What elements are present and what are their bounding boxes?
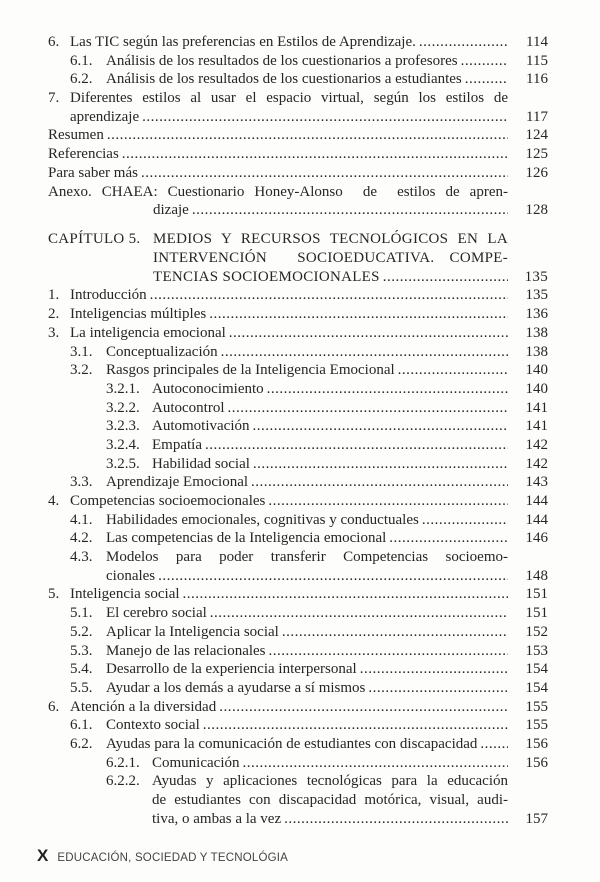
entry-title: Anexo. CHAEA: Cuestionario Honey-Alonso de estilos de apren- bbox=[48, 183, 508, 200]
entry-title: Empatía bbox=[152, 436, 202, 453]
toc-entry[interactable] bbox=[0, 604, 600, 623]
entry-number: 5.3. bbox=[70, 642, 93, 659]
page-number: 124 bbox=[525, 127, 548, 144]
entry-title: cionales bbox=[106, 567, 156, 584]
toc-entry[interactable] bbox=[0, 772, 600, 828]
entry-title: Referencias bbox=[48, 146, 119, 163]
dot-leader bbox=[209, 305, 508, 324]
toc-line bbox=[0, 417, 600, 436]
toc-line bbox=[0, 698, 600, 717]
entry-number: 5. bbox=[48, 586, 60, 603]
page-number: 115 bbox=[526, 52, 548, 69]
entry-title: dizaje bbox=[153, 202, 189, 219]
toc-line bbox=[0, 268, 600, 287]
toc-line bbox=[0, 33, 600, 52]
page-number: 141 bbox=[525, 418, 548, 435]
toc-entry[interactable] bbox=[0, 89, 600, 126]
toc-line bbox=[0, 399, 600, 418]
toc-line bbox=[0, 567, 600, 586]
dot-leader bbox=[389, 529, 508, 548]
page-number: 151 bbox=[525, 586, 548, 603]
dot-leader bbox=[229, 324, 508, 343]
toc-line bbox=[0, 324, 600, 343]
toc-entry[interactable] bbox=[0, 361, 600, 380]
page-number: 156 bbox=[525, 754, 548, 771]
toc-entry[interactable] bbox=[0, 380, 600, 399]
toc-line bbox=[0, 380, 600, 399]
dot-leader bbox=[465, 70, 508, 89]
dot-leader bbox=[267, 380, 508, 399]
toc-entry[interactable] bbox=[0, 52, 600, 71]
page-number: 143 bbox=[525, 474, 548, 491]
entry-title: TENCIAS SOCIOEMOCIONALES bbox=[153, 268, 380, 285]
page-number: 148 bbox=[525, 567, 548, 584]
dot-leader bbox=[461, 52, 508, 71]
toc-entry[interactable] bbox=[0, 754, 600, 773]
toc-line bbox=[0, 164, 600, 183]
entry-title: INTERVENCIÓN SOCIOEDUCATIVA. COMPE- bbox=[153, 250, 508, 267]
page-number-roman: X bbox=[37, 846, 49, 865]
entry-title: Aprendizaje Emocional bbox=[106, 474, 249, 491]
entry-number: 3.2.4. bbox=[106, 436, 140, 453]
page-number: 156 bbox=[525, 735, 548, 752]
dot-leader bbox=[192, 201, 508, 220]
entry-title: Rasgos principales de la Inteligencia Emocional bbox=[106, 362, 395, 379]
entry-title: Ayudas y aplicaciones tecnológicas para la educación bbox=[152, 773, 508, 790]
toc-entry[interactable] bbox=[0, 33, 600, 52]
page-number: 140 bbox=[525, 380, 548, 397]
page-number: 157 bbox=[525, 810, 548, 827]
toc-entry[interactable] bbox=[0, 183, 600, 220]
toc-line bbox=[0, 548, 600, 567]
dot-leader bbox=[142, 108, 508, 127]
page-number: 144 bbox=[525, 493, 548, 509]
page-number: 125 bbox=[525, 146, 548, 163]
page-number: 144 bbox=[525, 511, 548, 528]
toc-entry[interactable] bbox=[0, 623, 600, 642]
entry-title: Inteligencias múltiples bbox=[70, 306, 207, 323]
entry-number: 3.2. bbox=[70, 362, 93, 379]
page-number: 135 bbox=[524, 268, 548, 285]
entry-number: 1. bbox=[48, 287, 60, 304]
toc-entry[interactable] bbox=[0, 417, 600, 436]
toc-entry[interactable] bbox=[0, 473, 600, 492]
toc-line bbox=[0, 642, 600, 661]
dot-leader bbox=[210, 604, 508, 623]
toc-line bbox=[0, 230, 600, 249]
toc-entry[interactable] bbox=[0, 455, 600, 474]
toc-entry[interactable] bbox=[0, 286, 600, 305]
entry-title: Diferentes estilos al usar el espacio virtual, según los estilos de bbox=[70, 90, 508, 107]
page-number: 153 bbox=[525, 642, 548, 659]
entry-title: aprendizaje bbox=[70, 108, 140, 125]
page-number: 128 bbox=[525, 202, 548, 219]
running-title: EDUCACIÓN, SOCIEDAD Y TECNOLÓGIA bbox=[57, 852, 289, 864]
entry-number: 5.1. bbox=[70, 605, 93, 622]
entry-number: 4.2. bbox=[70, 530, 93, 547]
dot-leader bbox=[219, 698, 508, 717]
toc-line bbox=[0, 492, 600, 511]
entry-number: 3. bbox=[48, 324, 60, 341]
dot-leader bbox=[221, 343, 508, 362]
dot-leader bbox=[122, 145, 508, 164]
dot-leader bbox=[150, 286, 508, 305]
toc-entry[interactable] bbox=[0, 735, 600, 754]
toc-entry[interactable] bbox=[0, 145, 600, 164]
toc-entry[interactable] bbox=[0, 492, 600, 511]
dot-leader bbox=[480, 735, 508, 754]
entry-number: 6. bbox=[48, 698, 60, 715]
entry-title: Autocontrol bbox=[152, 399, 225, 416]
entry-number: 6.1. bbox=[70, 717, 93, 734]
dot-leader bbox=[141, 164, 508, 183]
entry-number: CAPÍTULO 5. bbox=[48, 231, 141, 248]
dot-leader bbox=[158, 567, 508, 586]
entry-number: 6.2. bbox=[70, 735, 93, 752]
page-number: 135 bbox=[525, 287, 548, 304]
dot-leader bbox=[242, 754, 508, 773]
toc-entry[interactable] bbox=[0, 436, 600, 455]
entry-title: Habilidad social bbox=[152, 455, 250, 472]
toc-line bbox=[0, 436, 600, 455]
entry-title: Ayudas para la comunicación de estudiantes con discapacidad bbox=[106, 735, 478, 752]
toc-entry[interactable] bbox=[0, 399, 600, 418]
entry-title: Análisis de los resultados de los cuestionarios a profesores bbox=[106, 52, 458, 69]
dot-leader bbox=[269, 642, 508, 661]
dot-leader bbox=[419, 33, 508, 52]
page-number: 151 bbox=[525, 605, 548, 622]
toc-line bbox=[0, 529, 600, 548]
toc-line bbox=[0, 286, 600, 305]
entry-title: Manejo de las relacionales bbox=[106, 642, 266, 659]
dot-leader bbox=[228, 399, 509, 418]
toc-line bbox=[0, 660, 600, 679]
entry-title: Las TIC según las preferencias en Estilos de Aprendizaje. bbox=[70, 34, 416, 50]
entry-title: Modelos para poder transferir Competencias socioemo- bbox=[106, 549, 508, 566]
entry-title: Inteligencia social bbox=[70, 586, 180, 603]
toc-entry[interactable] bbox=[0, 660, 600, 679]
entry-title: Introducción bbox=[70, 287, 147, 304]
page-number: 138 bbox=[525, 324, 548, 341]
entry-title: Conceptualización bbox=[106, 343, 218, 360]
toc-line bbox=[0, 623, 600, 642]
page-number: 155 bbox=[525, 717, 548, 734]
dot-leader bbox=[183, 585, 508, 604]
toc-line bbox=[0, 735, 600, 754]
entry-number: 3.3. bbox=[70, 474, 93, 491]
page-number: 154 bbox=[525, 661, 548, 678]
dot-leader bbox=[107, 126, 508, 145]
entry-number: 7. bbox=[48, 90, 60, 107]
chapter-heading[interactable] bbox=[0, 230, 600, 286]
entry-number: 6.2.1. bbox=[106, 754, 140, 771]
page-number: 126 bbox=[525, 164, 548, 181]
dot-leader bbox=[284, 810, 508, 829]
entry-title: Desarrollo de la experiencia interpersonal bbox=[106, 661, 357, 678]
entry-number: 3.2.2. bbox=[106, 399, 140, 416]
entry-title: El cerebro social bbox=[106, 605, 207, 622]
toc-entry[interactable] bbox=[0, 698, 600, 717]
toc-line bbox=[0, 108, 600, 127]
entry-number: 4. bbox=[48, 493, 60, 509]
entry-number: 5.4. bbox=[70, 661, 93, 678]
entry-title: Resumen bbox=[48, 127, 104, 144]
page-footer bbox=[37, 846, 288, 866]
page-number: 116 bbox=[526, 71, 548, 88]
toc-line bbox=[0, 70, 600, 89]
page-number: 138 bbox=[525, 343, 548, 360]
toc-entry[interactable] bbox=[0, 164, 600, 183]
entry-title: de estudiantes con discapacidad motórica, visual, audi- bbox=[152, 792, 508, 808]
table-of-contents bbox=[0, 33, 600, 828]
page-number: 152 bbox=[525, 623, 548, 640]
dot-leader bbox=[360, 660, 508, 679]
page-number: 142 bbox=[525, 436, 548, 453]
toc-entry[interactable] bbox=[0, 126, 600, 145]
toc-line bbox=[0, 791, 600, 810]
dot-leader bbox=[268, 492, 508, 511]
page-number: 114 bbox=[526, 34, 548, 50]
entry-number: 4.3. bbox=[70, 549, 93, 566]
toc-line bbox=[0, 511, 600, 530]
toc-line bbox=[0, 455, 600, 474]
page-number: 136 bbox=[525, 306, 548, 323]
page-number: 141 bbox=[525, 399, 548, 416]
toc-line bbox=[0, 754, 600, 773]
toc-line bbox=[0, 249, 600, 268]
dot-leader bbox=[282, 623, 508, 642]
toc-entry[interactable] bbox=[0, 70, 600, 89]
page-number: 146 bbox=[525, 530, 548, 547]
page-number: 140 bbox=[525, 362, 548, 379]
toc-entry[interactable] bbox=[0, 585, 600, 604]
entry-number: 3.2.3. bbox=[106, 418, 140, 435]
toc-line bbox=[0, 473, 600, 492]
entry-number: 6. bbox=[48, 34, 60, 50]
dot-leader bbox=[253, 417, 509, 436]
toc-line bbox=[0, 585, 600, 604]
dot-leader bbox=[203, 716, 508, 735]
entry-number: 5.2. bbox=[70, 623, 93, 640]
entry-number: 4.1. bbox=[70, 511, 93, 528]
toc-line bbox=[0, 183, 600, 202]
entry-number: 2. bbox=[48, 306, 60, 323]
toc-entry[interactable] bbox=[0, 679, 600, 698]
toc-line bbox=[0, 679, 600, 698]
toc-line bbox=[0, 89, 600, 108]
toc-entry[interactable] bbox=[0, 642, 600, 661]
page-number: 117 bbox=[526, 108, 548, 125]
toc-line bbox=[0, 361, 600, 380]
dot-leader bbox=[422, 511, 508, 530]
toc-line bbox=[0, 343, 600, 362]
entry-title: Atención a la diversidad bbox=[70, 698, 217, 715]
page-number: 154 bbox=[525, 679, 548, 696]
dot-leader bbox=[368, 679, 508, 698]
entry-title: Habilidades emocionales, cognitivas y conductuales bbox=[106, 511, 419, 528]
entry-title: La inteligencia emocional bbox=[70, 324, 226, 341]
toc-entry[interactable] bbox=[0, 511, 600, 530]
entry-number: 6.2. bbox=[70, 71, 93, 88]
dot-leader bbox=[398, 361, 508, 380]
toc-line bbox=[0, 201, 600, 220]
entry-title: Las competencias de la Inteligencia emocional bbox=[106, 530, 387, 547]
entry-title: Comunicación bbox=[152, 754, 240, 771]
toc-line bbox=[0, 145, 600, 164]
dot-leader bbox=[205, 436, 508, 455]
toc-entry[interactable] bbox=[0, 716, 600, 735]
entry-title: MEDIOS Y RECURSOS TECNOLÓGICOS EN LA bbox=[153, 231, 508, 248]
entry-title: Análisis de los resultados de los cuestionarios a estudiantes bbox=[106, 71, 462, 88]
entry-title: Contexto social bbox=[106, 717, 200, 734]
entry-number: 5.5. bbox=[70, 679, 93, 696]
entry-title: Para saber más bbox=[48, 164, 138, 181]
dot-leader bbox=[253, 455, 508, 474]
toc-entry[interactable] bbox=[0, 548, 600, 585]
toc-entry[interactable] bbox=[0, 324, 600, 343]
dot-leader bbox=[383, 268, 508, 287]
page-number: 155 bbox=[525, 698, 548, 715]
toc-line bbox=[0, 716, 600, 735]
entry-title: tiva, o ambas a la vez bbox=[152, 810, 282, 827]
dot-leader bbox=[251, 473, 508, 492]
toc-line bbox=[0, 305, 600, 324]
entry-title: Competencias socioemocionales bbox=[70, 493, 266, 509]
entry-title: Autoconocimiento bbox=[152, 380, 264, 397]
entry-title: Automotivación bbox=[152, 418, 250, 435]
toc-line bbox=[0, 810, 600, 829]
entry-number: 3.1. bbox=[70, 343, 93, 360]
entry-title: Ayudar a los demás a ayudarse a sí mismos bbox=[106, 679, 366, 696]
toc-entry[interactable] bbox=[0, 305, 600, 324]
toc-line bbox=[0, 126, 600, 145]
toc-line bbox=[0, 52, 600, 71]
toc-line bbox=[0, 604, 600, 623]
entry-number: 6.2.2. bbox=[106, 773, 140, 790]
toc-entry[interactable] bbox=[0, 529, 600, 548]
entry-number: 6.1. bbox=[70, 52, 93, 69]
toc-entry[interactable] bbox=[0, 343, 600, 362]
page-number: 142 bbox=[525, 455, 548, 472]
toc-line bbox=[0, 772, 600, 791]
entry-number: 3.2.1. bbox=[106, 380, 140, 397]
entry-title: Aplicar la Inteligencia social bbox=[106, 623, 279, 640]
entry-number: 3.2.5. bbox=[106, 455, 140, 472]
